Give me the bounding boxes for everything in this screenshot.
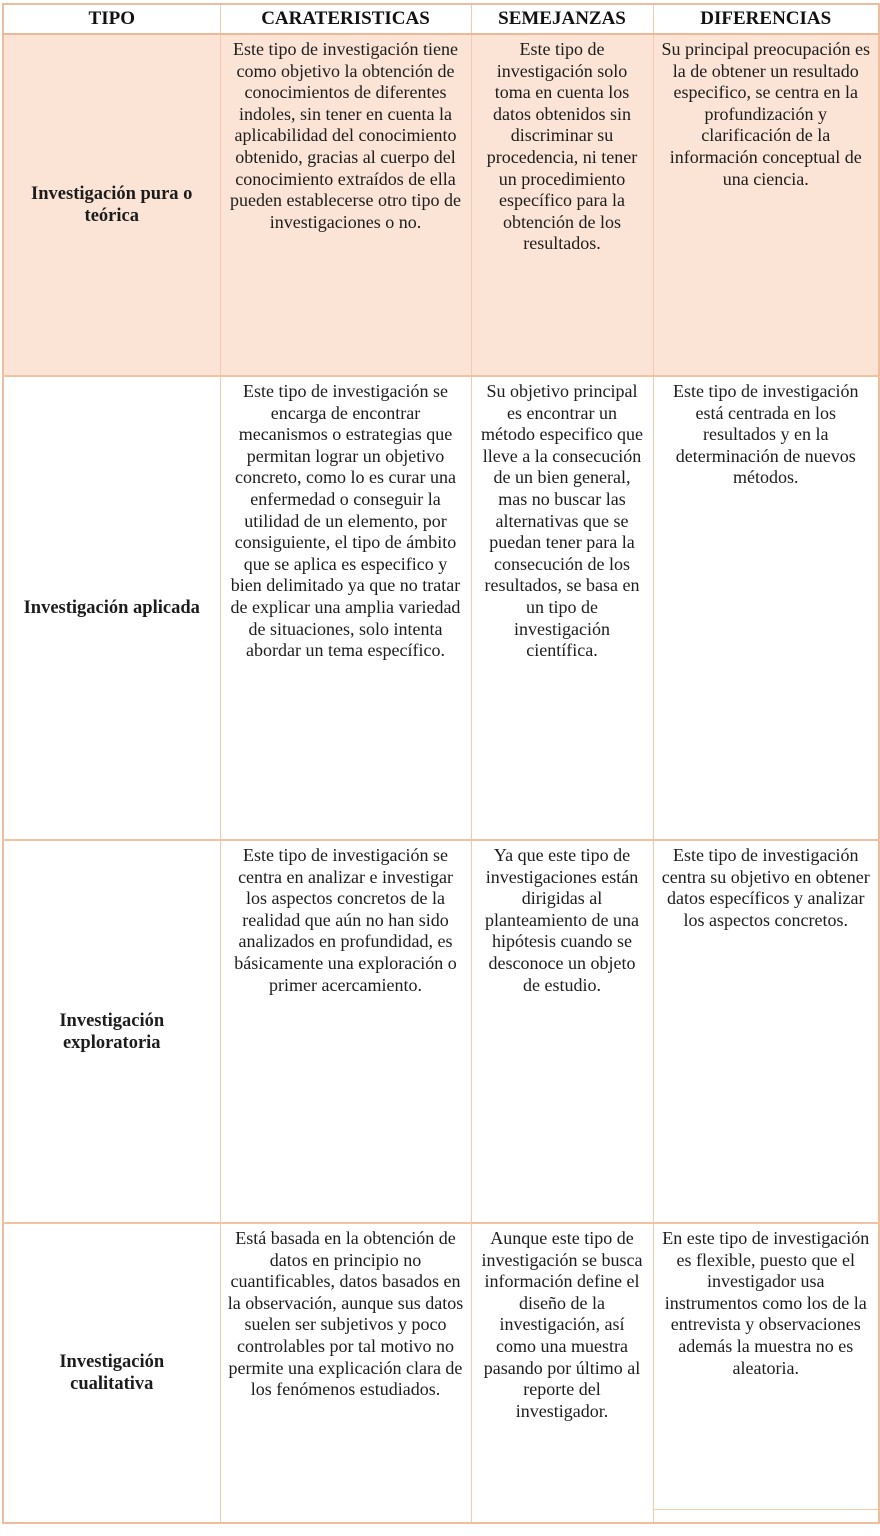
cell-diferencias-pura-teorica: Su principal preocupación es la de obtener un resultado especifico, se centra en la profundización y clarificación de la información conceptual de una ciencia. — [653, 34, 879, 376]
table-row-aplicada — [3, 376, 879, 840]
cell-tipo-exploratoria: Investigación exploratoria — [3, 840, 220, 1223]
cell-caracteristicas-cualitativa: Está basada en la obtención de datos en principio no cuantificables, datos basados en la observación, aunque sus datos suelen ser subjetivos y poco controlables por tal motivo no permite una explicación clara de los fenómenos estudiados. — [220, 1223, 471, 1523]
cell-caracteristicas-pura-teorica: Este tipo de investigación tiene como objetivo la obtención de conocimientos de diferentes indoles, sin tener en cuenta la aplicabilidad del conocimiento obtenido, gracias al cuerpo del conocimiento extraídos de ella pueden establecerse otro tipo de investigaciones o no. — [220, 34, 471, 376]
column-header-tipo: TIPO — [3, 4, 220, 34]
cell-tipo-cualitativa: Investigación cualitativa — [3, 1223, 220, 1523]
column-header-caracteristicas: CARATERISTICAS — [220, 4, 471, 34]
cell-diferencias-exploratoria: Este tipo de investigación centra su objetivo en obtener datos específicos y analizar los aspectos concretos. — [653, 840, 879, 1223]
cell-diferencias-aplicada: Este tipo de investigación está centrada en los resultados y en la determinación de nuevos métodos. — [653, 376, 879, 840]
cell-diferencias-cualitativa — [653, 1223, 879, 1523]
cell-semejanzas-aplicada: Su objetivo principal es encontrar un método especifico que lleve a la consecución de un bien general, mas no buscar las alternativas que se puedan tener para la consecución de los resultados, se basa en un tipo de investigación científica. — [471, 376, 653, 840]
cell-semejanzas-exploratoria: Ya que este tipo de investigaciones están dirigidas al planteamiento de una hipótesis cuando se desconoce un objeto de estudio. — [471, 840, 653, 1223]
cell-semejanzas-cualitativa: Aunque este tipo de investigación se busca información define el diseño de la investigación, así como una muestra pasando por último al reporte del investigador. — [471, 1223, 653, 1523]
cell-semejanzas-pura-teorica: Este tipo de investigación solo toma en cuenta los datos obtenidos sin discriminar su procedencia, ni tener un procedimiento específico para la obtención de los resultados. — [471, 34, 653, 376]
cell-diferencias-cualitativa-text: En este tipo de investigación es flexible, puesto que el investigador usa instrumentos como los de la entrevista y observaciones además la muestra no es aleatoria. — [662, 1228, 870, 1378]
table-row-cualitativa — [3, 1223, 879, 1523]
cell-caracteristicas-exploratoria: Este tipo de investigación se centra en analizar e investigar los aspectos concretos de la realidad que aún no han sido analizados en profundidad, es básicamente una exploración o primer acercamiento. — [220, 840, 471, 1223]
column-header-diferencias: DIFERENCIAS — [653, 4, 879, 34]
table-row-pura-teorica — [3, 34, 879, 376]
table-header-row — [3, 4, 879, 34]
table-row-exploratoria — [3, 840, 879, 1223]
cell-tipo-pura-teorica: Investigación pura o teórica — [3, 34, 220, 376]
cell-tipo-aplicada: Investigación aplicada — [3, 376, 220, 840]
cell-bottom-rule — [653, 1509, 879, 1510]
column-header-semejanzas: SEMEJANZAS — [471, 4, 653, 34]
research-types-table — [2, 3, 880, 1524]
cell-caracteristicas-aplicada: Este tipo de investigación se encarga de encontrar mecanismos o estrategias que permitan lograr un objetivo concreto, como lo es curar una enfermedad o conseguir la utilidad de un elemento, por consiguiente, el tipo de ámbito que se aplica es especifico y bien delimitado ya que no tratar de explicar una amplia variedad de situaciones, solo intenta abordar un tema específico. — [220, 376, 471, 840]
